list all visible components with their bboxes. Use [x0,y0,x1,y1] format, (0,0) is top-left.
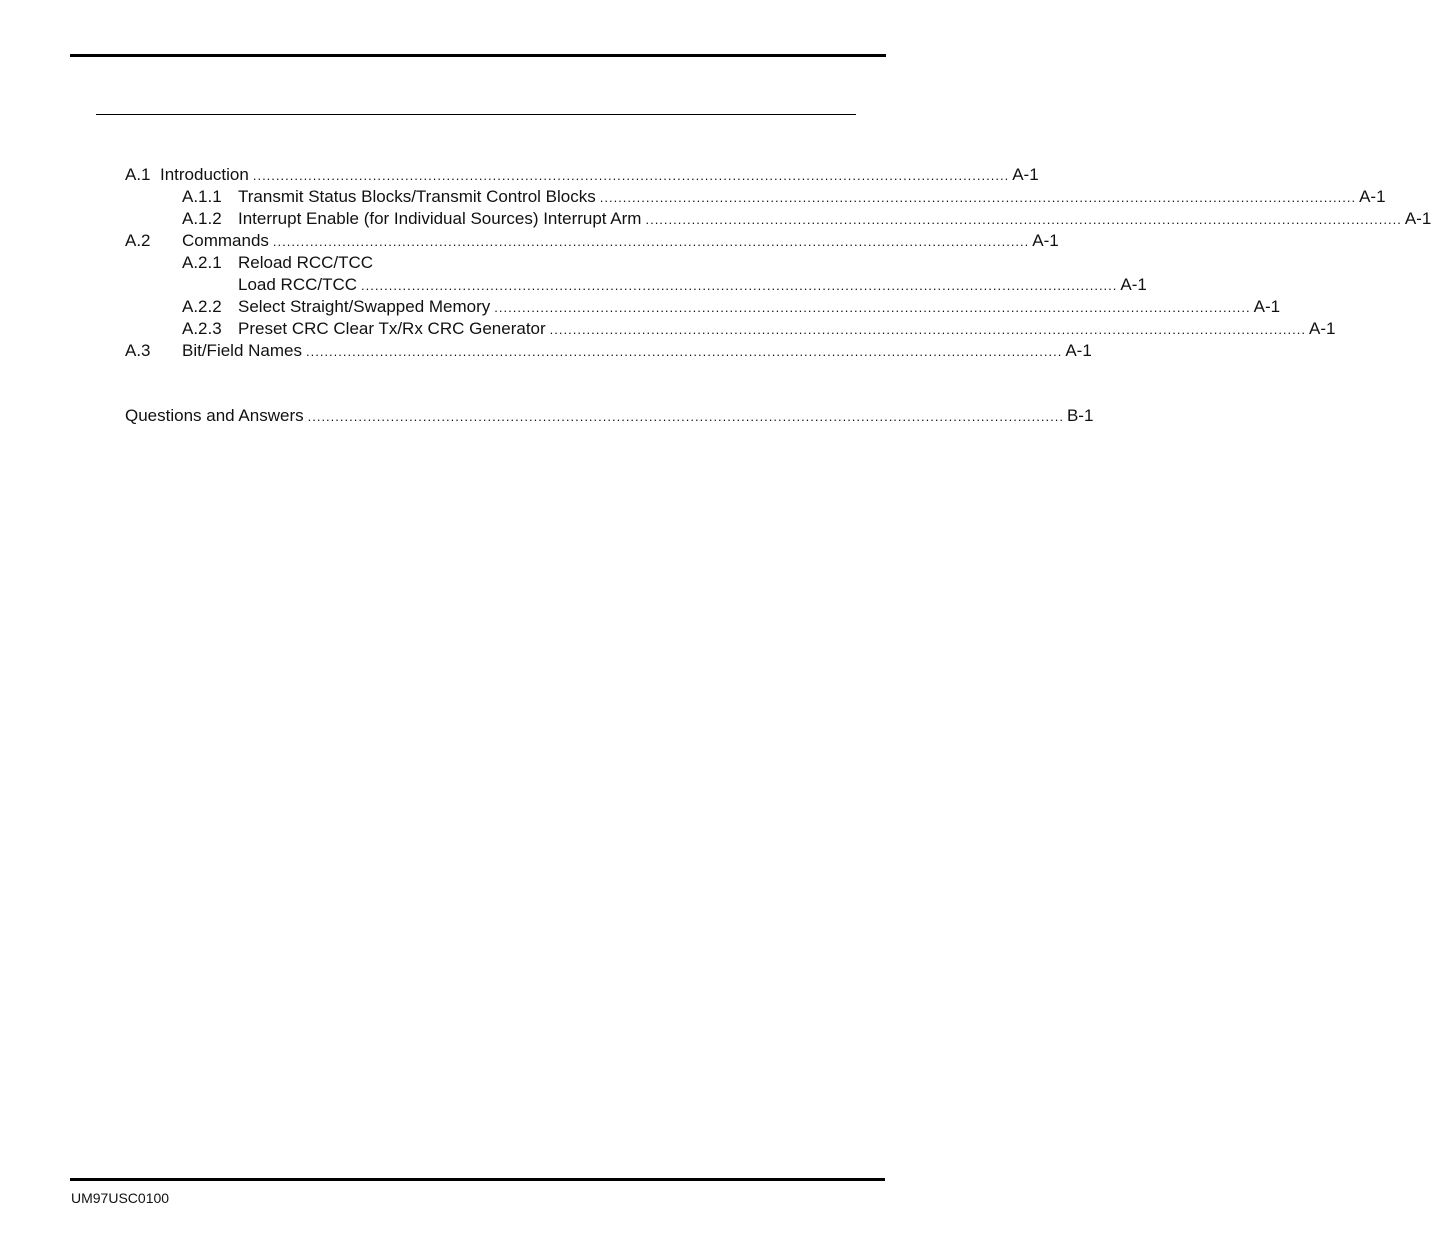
toc-entry-a1-2[interactable] [125,208,1431,230]
toc-entry-body [182,340,1092,363]
toc-dot-leader: .................................................................................................................................................................... [549,322,1306,337]
toc-entry-page: A-1 [1359,187,1386,206]
toc-entry-title: Interrupt Enable (for Individual Sources) Interrupt Arm [238,209,642,228]
toc-entry-a1[interactable] [125,164,1039,186]
toc-entry-page: A-1 [1120,275,1147,294]
header-rule [96,114,856,115]
toc-entry-number: A.2.1 [182,253,222,272]
toc-entry-appendix-b[interactable] [125,405,1094,427]
toc-entry-number: A.2.3 [182,319,222,338]
toc-dot-leader: .................................................................................................................................................................... [599,190,1357,205]
toc-dot-leader: .................................................................................................................................................................... [252,168,1010,183]
toc-entry-a2-2[interactable] [125,296,1281,318]
toc-entry-body [238,274,1147,297]
toc-entry-body [238,186,1386,209]
toc-entry-body [238,208,1431,231]
toc-dot-leader: .................................................................................................................................................................... [494,300,1251,315]
toc-entry-a2-1-continued[interactable] [125,274,1147,296]
toc-entry-a2-3[interactable] [125,318,1336,340]
table-of-contents [125,164,1431,427]
top-rule [70,54,886,57]
toc-entry-title: Introduction [160,165,249,184]
toc-entry-number: A.2.2 [182,297,222,316]
toc-entry-title: Bit/Field Names [182,341,302,360]
toc-entry-a3[interactable] [125,340,1092,362]
toc-entry-body [182,230,1059,253]
toc-entry-title: Commands [182,231,269,250]
toc-entry-page: A-1 [1253,297,1281,316]
toc-entry-body [125,405,1094,428]
toc-entry-title: Questions and Answers [125,406,304,425]
toc-entry-page: A-1 [1309,319,1336,338]
toc-entry-number: A.1.2 [182,209,222,228]
toc-entry-page: A-1 [1012,165,1039,184]
toc-entry-page: B-1 [1066,406,1094,425]
toc-entry-page: A-1 [1065,341,1092,360]
toc-dot-leader: .................................................................................................................................................................... [305,344,1063,359]
toc-entry-title: Preset CRC Clear Tx/Rx CRC Generator [238,319,546,338]
toc-dot-leader: .................................................................................................................................................................... [307,409,1064,424]
toc-entry-page: A-1 [1404,209,1431,228]
toc-entry-number: A.2 [125,231,151,250]
toc-entry-body [238,318,1336,341]
toc-entry-title: Select Straight/Swapped Memory [238,297,491,316]
toc-entry-a2-1[interactable] [125,252,855,274]
toc-entry-a2[interactable] [125,230,1059,252]
toc-dot-leader: .................................................................................................................................................................... [645,212,1402,227]
toc-dot-leader: .................................................................................................................................................................... [361,278,1118,293]
toc-entry-body [238,296,1281,319]
toc-entry-page: A-1 [1032,231,1059,250]
toc-entry-number: A.3 [125,341,151,360]
toc-dot-leader: .................................................................................................................................................................... [272,234,1030,249]
toc-spacer [125,362,855,405]
toc-entry-body [160,164,1039,187]
toc-entry-number: A.1 [125,165,151,184]
toc-entry-title: Reload RCC/TCC [238,253,374,272]
toc-entry-title: Load RCC/TCC [238,275,358,294]
footer-rule [70,1178,885,1181]
toc-entry-a1-1[interactable] [125,186,1386,208]
toc-entry-title: Transmit Status Blocks/Transmit Control Blocks [238,187,596,206]
footer-doc-code: UM97USC0100 [71,1190,170,1206]
toc-entry-number: A.1.1 [182,187,222,206]
